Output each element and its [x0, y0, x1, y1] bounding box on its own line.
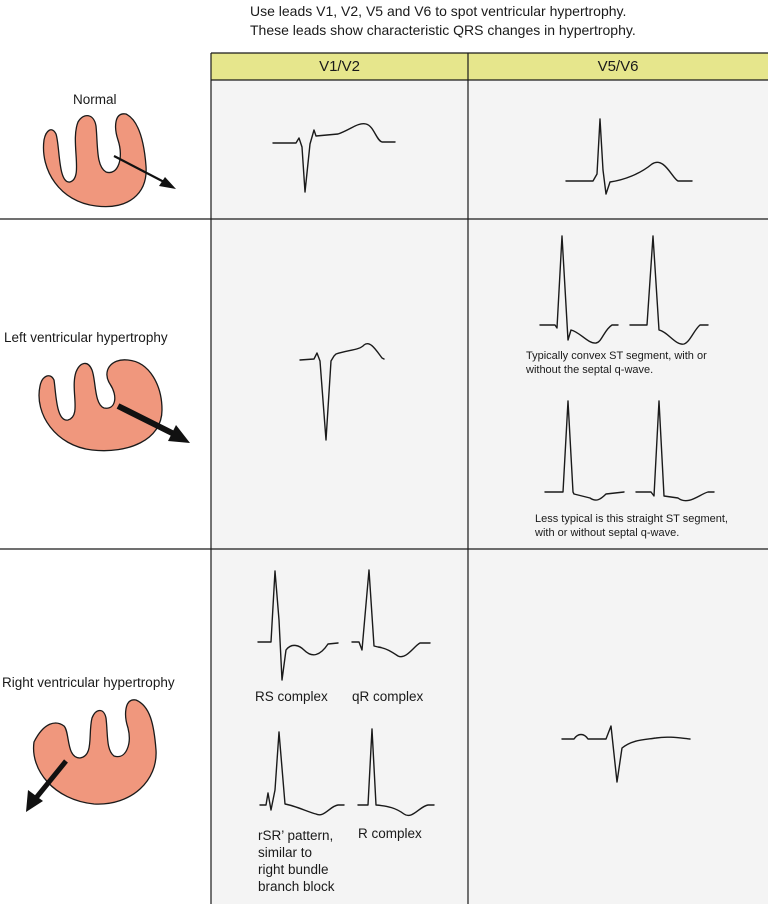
column-header-v5v6: V5/V6 [597, 58, 639, 75]
rvh-rsr-label-line-4: branch block [258, 879, 335, 894]
rvh-rsr-label-line-2: similar to [258, 845, 313, 860]
lvh-straight-note-line-1: Less typical is this straight ST segment, [535, 513, 728, 525]
intro-line-2: These leads show characteristic QRS changes in hypertrophy. [250, 22, 636, 38]
row-label-rvh: Right ventricular hypertrophy [2, 675, 175, 690]
heart-normal-icon [43, 114, 176, 207]
intro-line-1: Use leads V1, V2, V5 and V6 to spot ventricular hypertrophy. [250, 3, 627, 19]
rvh-rs-label: RS complex [255, 689, 328, 704]
lvh-straight-note-line-2: with or without septal q-wave. [535, 527, 680, 539]
row-label-lvh: Left ventricular hypertrophy [4, 330, 168, 345]
cell-rvh-v5v6 [468, 549, 768, 904]
cell-lvh-v1v2 [211, 219, 468, 549]
column-header-v1v2: V1/V2 [319, 58, 360, 75]
row-label-normal: Normal [73, 92, 117, 107]
cell-lvh-v5v6 [468, 219, 768, 549]
cell-normal-v1v2 [211, 80, 468, 219]
rvh-rsr-label-line-3: right bundle [258, 862, 329, 877]
lvh-straight-note [535, 512, 728, 540]
cell-rvh-v1v2 [211, 549, 468, 904]
rvh-rsr-label [258, 827, 335, 895]
cell-normal-v5v6 [468, 80, 768, 219]
heart-lvh-icon [39, 360, 190, 451]
lvh-convex-note-line-2: without the septal q-wave. [526, 364, 654, 376]
lvh-convex-note [526, 349, 707, 377]
rvh-rsr-label-line-1: rSR’ pattern, [258, 828, 334, 843]
rvh-r-label: R complex [358, 826, 422, 841]
rvh-qr-label: qR complex [352, 689, 424, 704]
lvh-convex-note-line-1: Typically convex ST segment, with or [526, 350, 707, 362]
heart-rvh-icon [26, 700, 156, 812]
